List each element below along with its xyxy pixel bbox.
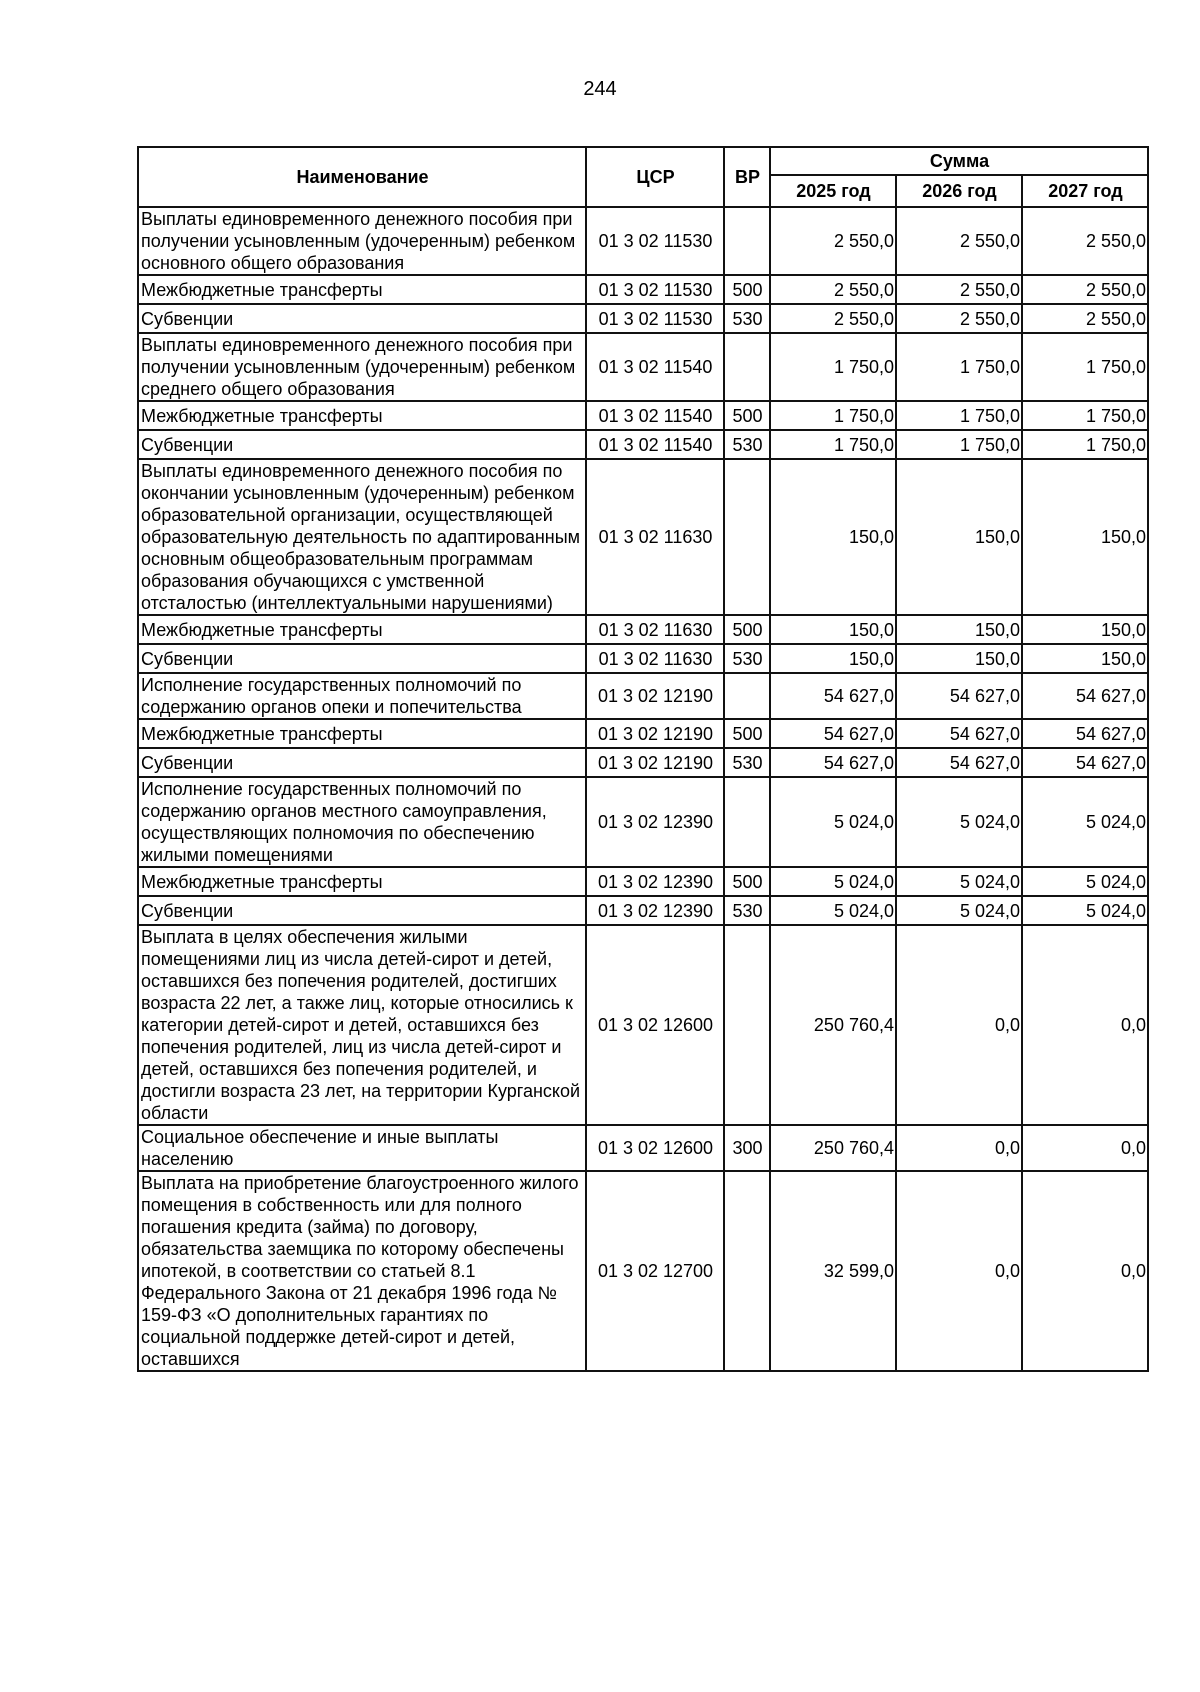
header-csr: ЦСР — [586, 147, 724, 207]
row-name: Межбюджетные трансферты — [138, 275, 586, 304]
row-2025: 2 550,0 — [770, 304, 896, 333]
row-2026: 2 550,0 — [896, 275, 1022, 304]
row-csr: 01 3 02 12190 — [586, 719, 724, 748]
row-csr: 01 3 02 11540 — [586, 333, 724, 401]
row-2027: 150,0 — [1022, 459, 1148, 615]
row-2025: 32 599,0 — [770, 1171, 896, 1371]
row-2025: 1 750,0 — [770, 430, 896, 459]
row-2027: 1 750,0 — [1022, 401, 1148, 430]
row-name: Субвенции — [138, 896, 586, 925]
table-row — [138, 1171, 1148, 1371]
row-vr: 500 — [724, 867, 770, 896]
row-csr: 01 3 02 11530 — [586, 275, 724, 304]
row-2027: 5 024,0 — [1022, 777, 1148, 867]
table-row — [138, 333, 1148, 401]
row-2025: 54 627,0 — [770, 673, 896, 719]
table-row — [138, 867, 1148, 896]
row-vr: 500 — [724, 275, 770, 304]
row-vr: 530 — [724, 304, 770, 333]
row-2026: 0,0 — [896, 1125, 1022, 1171]
row-vr — [724, 459, 770, 615]
header-year-2027: 2027 год — [1022, 175, 1148, 207]
table-row — [138, 430, 1148, 459]
budget-table — [137, 146, 1149, 1372]
row-vr: 530 — [724, 748, 770, 777]
row-vr: 500 — [724, 719, 770, 748]
row-name: Субвенции — [138, 304, 586, 333]
table-body — [138, 207, 1148, 1371]
row-csr: 01 3 02 11540 — [586, 430, 724, 459]
row-name: Выплата в целях обеспечения жилыми помещениями лиц из числа детей-сирот и детей, оставшихся без попечения родителей, достигших возраста 22 лет, а также лиц, которые относились к категории детей-сирот и детей, оставшихся без попечения родителей, лиц из числа детей-сирот и детей, оставшихся без попечения родителей, и достигли возраста 23 лет, на территории Курганской области — [138, 925, 586, 1125]
row-2026: 150,0 — [896, 459, 1022, 615]
table-row — [138, 207, 1148, 275]
row-csr: 01 3 02 11630 — [586, 644, 724, 673]
row-2027: 2 550,0 — [1022, 207, 1148, 275]
row-2026: 5 024,0 — [896, 777, 1022, 867]
row-csr: 01 3 02 11630 — [586, 615, 724, 644]
table-row — [138, 304, 1148, 333]
row-csr: 01 3 02 12390 — [586, 867, 724, 896]
row-name: Межбюджетные трансферты — [138, 401, 586, 430]
header-vr: ВР — [724, 147, 770, 207]
table-row — [138, 896, 1148, 925]
row-vr — [724, 673, 770, 719]
row-vr: 530 — [724, 430, 770, 459]
row-csr: 01 3 02 12700 — [586, 1171, 724, 1371]
row-vr — [724, 925, 770, 1125]
row-name: Субвенции — [138, 644, 586, 673]
row-2025: 5 024,0 — [770, 896, 896, 925]
row-name: Межбюджетные трансферты — [138, 867, 586, 896]
row-2025: 150,0 — [770, 644, 896, 673]
table-row — [138, 275, 1148, 304]
row-2027: 5 024,0 — [1022, 867, 1148, 896]
row-name: Исполнение государственных полномочий по содержанию органов опеки и попечительства — [138, 673, 586, 719]
row-2025: 150,0 — [770, 459, 896, 615]
row-2025: 1 750,0 — [770, 333, 896, 401]
row-2026: 5 024,0 — [896, 896, 1022, 925]
row-2026: 54 627,0 — [896, 719, 1022, 748]
row-2026: 0,0 — [896, 1171, 1022, 1371]
row-csr: 01 3 02 11530 — [586, 207, 724, 275]
row-2027: 2 550,0 — [1022, 275, 1148, 304]
table-row — [138, 748, 1148, 777]
header-year-2026: 2026 год — [896, 175, 1022, 207]
row-2026: 0,0 — [896, 925, 1022, 1125]
row-name: Выплаты единовременного денежного пособия при получении усыновленным (удочеренным) ребенком основного общего образования — [138, 207, 586, 275]
row-vr — [724, 333, 770, 401]
row-name: Выплата на приобретение благоустроенного жилого помещения в собственность или для полного погашения кредита (займа) по договору, обязательства заемщика по которому обеспечены ипотекой, в соответствии со статьей 8.1 Федерального Закона от 21 декабря 1996 года № 159-ФЗ «О дополнительных гарантиях по социальной поддержке детей-сирот и детей, оставшихся — [138, 1171, 586, 1371]
row-csr: 01 3 02 12390 — [586, 896, 724, 925]
row-csr: 01 3 02 12600 — [586, 925, 724, 1125]
row-name: Субвенции — [138, 430, 586, 459]
header-sum: Сумма — [770, 147, 1148, 175]
row-2026: 1 750,0 — [896, 430, 1022, 459]
row-2026: 54 627,0 — [896, 748, 1022, 777]
row-vr: 530 — [724, 896, 770, 925]
row-2025: 5 024,0 — [770, 867, 896, 896]
row-2025: 54 627,0 — [770, 748, 896, 777]
row-csr: 01 3 02 12190 — [586, 748, 724, 777]
row-name: Выплаты единовременного денежного пособия по окончании усыновленным (удочеренным) ребенком образовательной организации, осуществляющей образовательную деятельность по адаптированным основным общеобразовательным программам образования обучающихся с умственной отсталостью (интеллектуальными нарушениями) — [138, 459, 586, 615]
row-2027: 5 024,0 — [1022, 896, 1148, 925]
row-name: Выплаты единовременного денежного пособия при получении усыновленным (удочеренным) ребенком среднего общего образования — [138, 333, 586, 401]
row-csr: 01 3 02 12390 — [586, 777, 724, 867]
row-vr — [724, 777, 770, 867]
header-year-2025: 2025 год — [770, 175, 896, 207]
row-2025: 1 750,0 — [770, 401, 896, 430]
page-number: 244 — [583, 78, 617, 100]
row-2027: 1 750,0 — [1022, 430, 1148, 459]
row-vr: 300 — [724, 1125, 770, 1171]
table-row — [138, 925, 1148, 1125]
row-2025: 5 024,0 — [770, 777, 896, 867]
row-name: Межбюджетные трансферты — [138, 615, 586, 644]
table-row — [138, 615, 1148, 644]
row-csr: 01 3 02 12190 — [586, 673, 724, 719]
row-2026: 54 627,0 — [896, 673, 1022, 719]
table-row — [138, 673, 1148, 719]
row-2025: 54 627,0 — [770, 719, 896, 748]
row-2027: 0,0 — [1022, 1171, 1148, 1371]
row-name: Субвенции — [138, 748, 586, 777]
row-2027: 54 627,0 — [1022, 719, 1148, 748]
row-vr: 500 — [724, 615, 770, 644]
row-2027: 0,0 — [1022, 1125, 1148, 1171]
table-row — [138, 1125, 1148, 1171]
row-2026: 150,0 — [896, 615, 1022, 644]
row-2026: 5 024,0 — [896, 867, 1022, 896]
row-csr: 01 3 02 11530 — [586, 304, 724, 333]
row-2027: 1 750,0 — [1022, 333, 1148, 401]
row-2025: 250 760,4 — [770, 925, 896, 1125]
row-2027: 0,0 — [1022, 925, 1148, 1125]
row-2027: 54 627,0 — [1022, 748, 1148, 777]
row-csr: 01 3 02 12600 — [586, 1125, 724, 1171]
row-2025: 150,0 — [770, 615, 896, 644]
row-2027: 54 627,0 — [1022, 673, 1148, 719]
row-vr: 500 — [724, 401, 770, 430]
table-row — [138, 644, 1148, 673]
row-csr: 01 3 02 11630 — [586, 459, 724, 615]
row-vr: 530 — [724, 644, 770, 673]
table-row — [138, 719, 1148, 748]
row-2025: 250 760,4 — [770, 1125, 896, 1171]
row-2026: 2 550,0 — [896, 207, 1022, 275]
row-2027: 150,0 — [1022, 615, 1148, 644]
row-2026: 150,0 — [896, 644, 1022, 673]
row-2026: 2 550,0 — [896, 304, 1022, 333]
row-2025: 2 550,0 — [770, 207, 896, 275]
row-vr — [724, 207, 770, 275]
row-2027: 150,0 — [1022, 644, 1148, 673]
header-name: Наименование — [138, 147, 586, 207]
row-2026: 1 750,0 — [896, 401, 1022, 430]
row-name: Исполнение государственных полномочий по содержанию органов местного самоуправления, осуществляющих полномочия по обеспечению жилыми помещениями — [138, 777, 586, 867]
row-csr: 01 3 02 11540 — [586, 401, 724, 430]
table-row — [138, 401, 1148, 430]
row-name: Межбюджетные трансферты — [138, 719, 586, 748]
row-name: Социальное обеспечение и иные выплаты населению — [138, 1125, 586, 1171]
table-row — [138, 777, 1148, 867]
row-2026: 1 750,0 — [896, 333, 1022, 401]
row-2025: 2 550,0 — [770, 275, 896, 304]
row-2027: 2 550,0 — [1022, 304, 1148, 333]
table-row — [138, 459, 1148, 615]
row-vr — [724, 1171, 770, 1371]
